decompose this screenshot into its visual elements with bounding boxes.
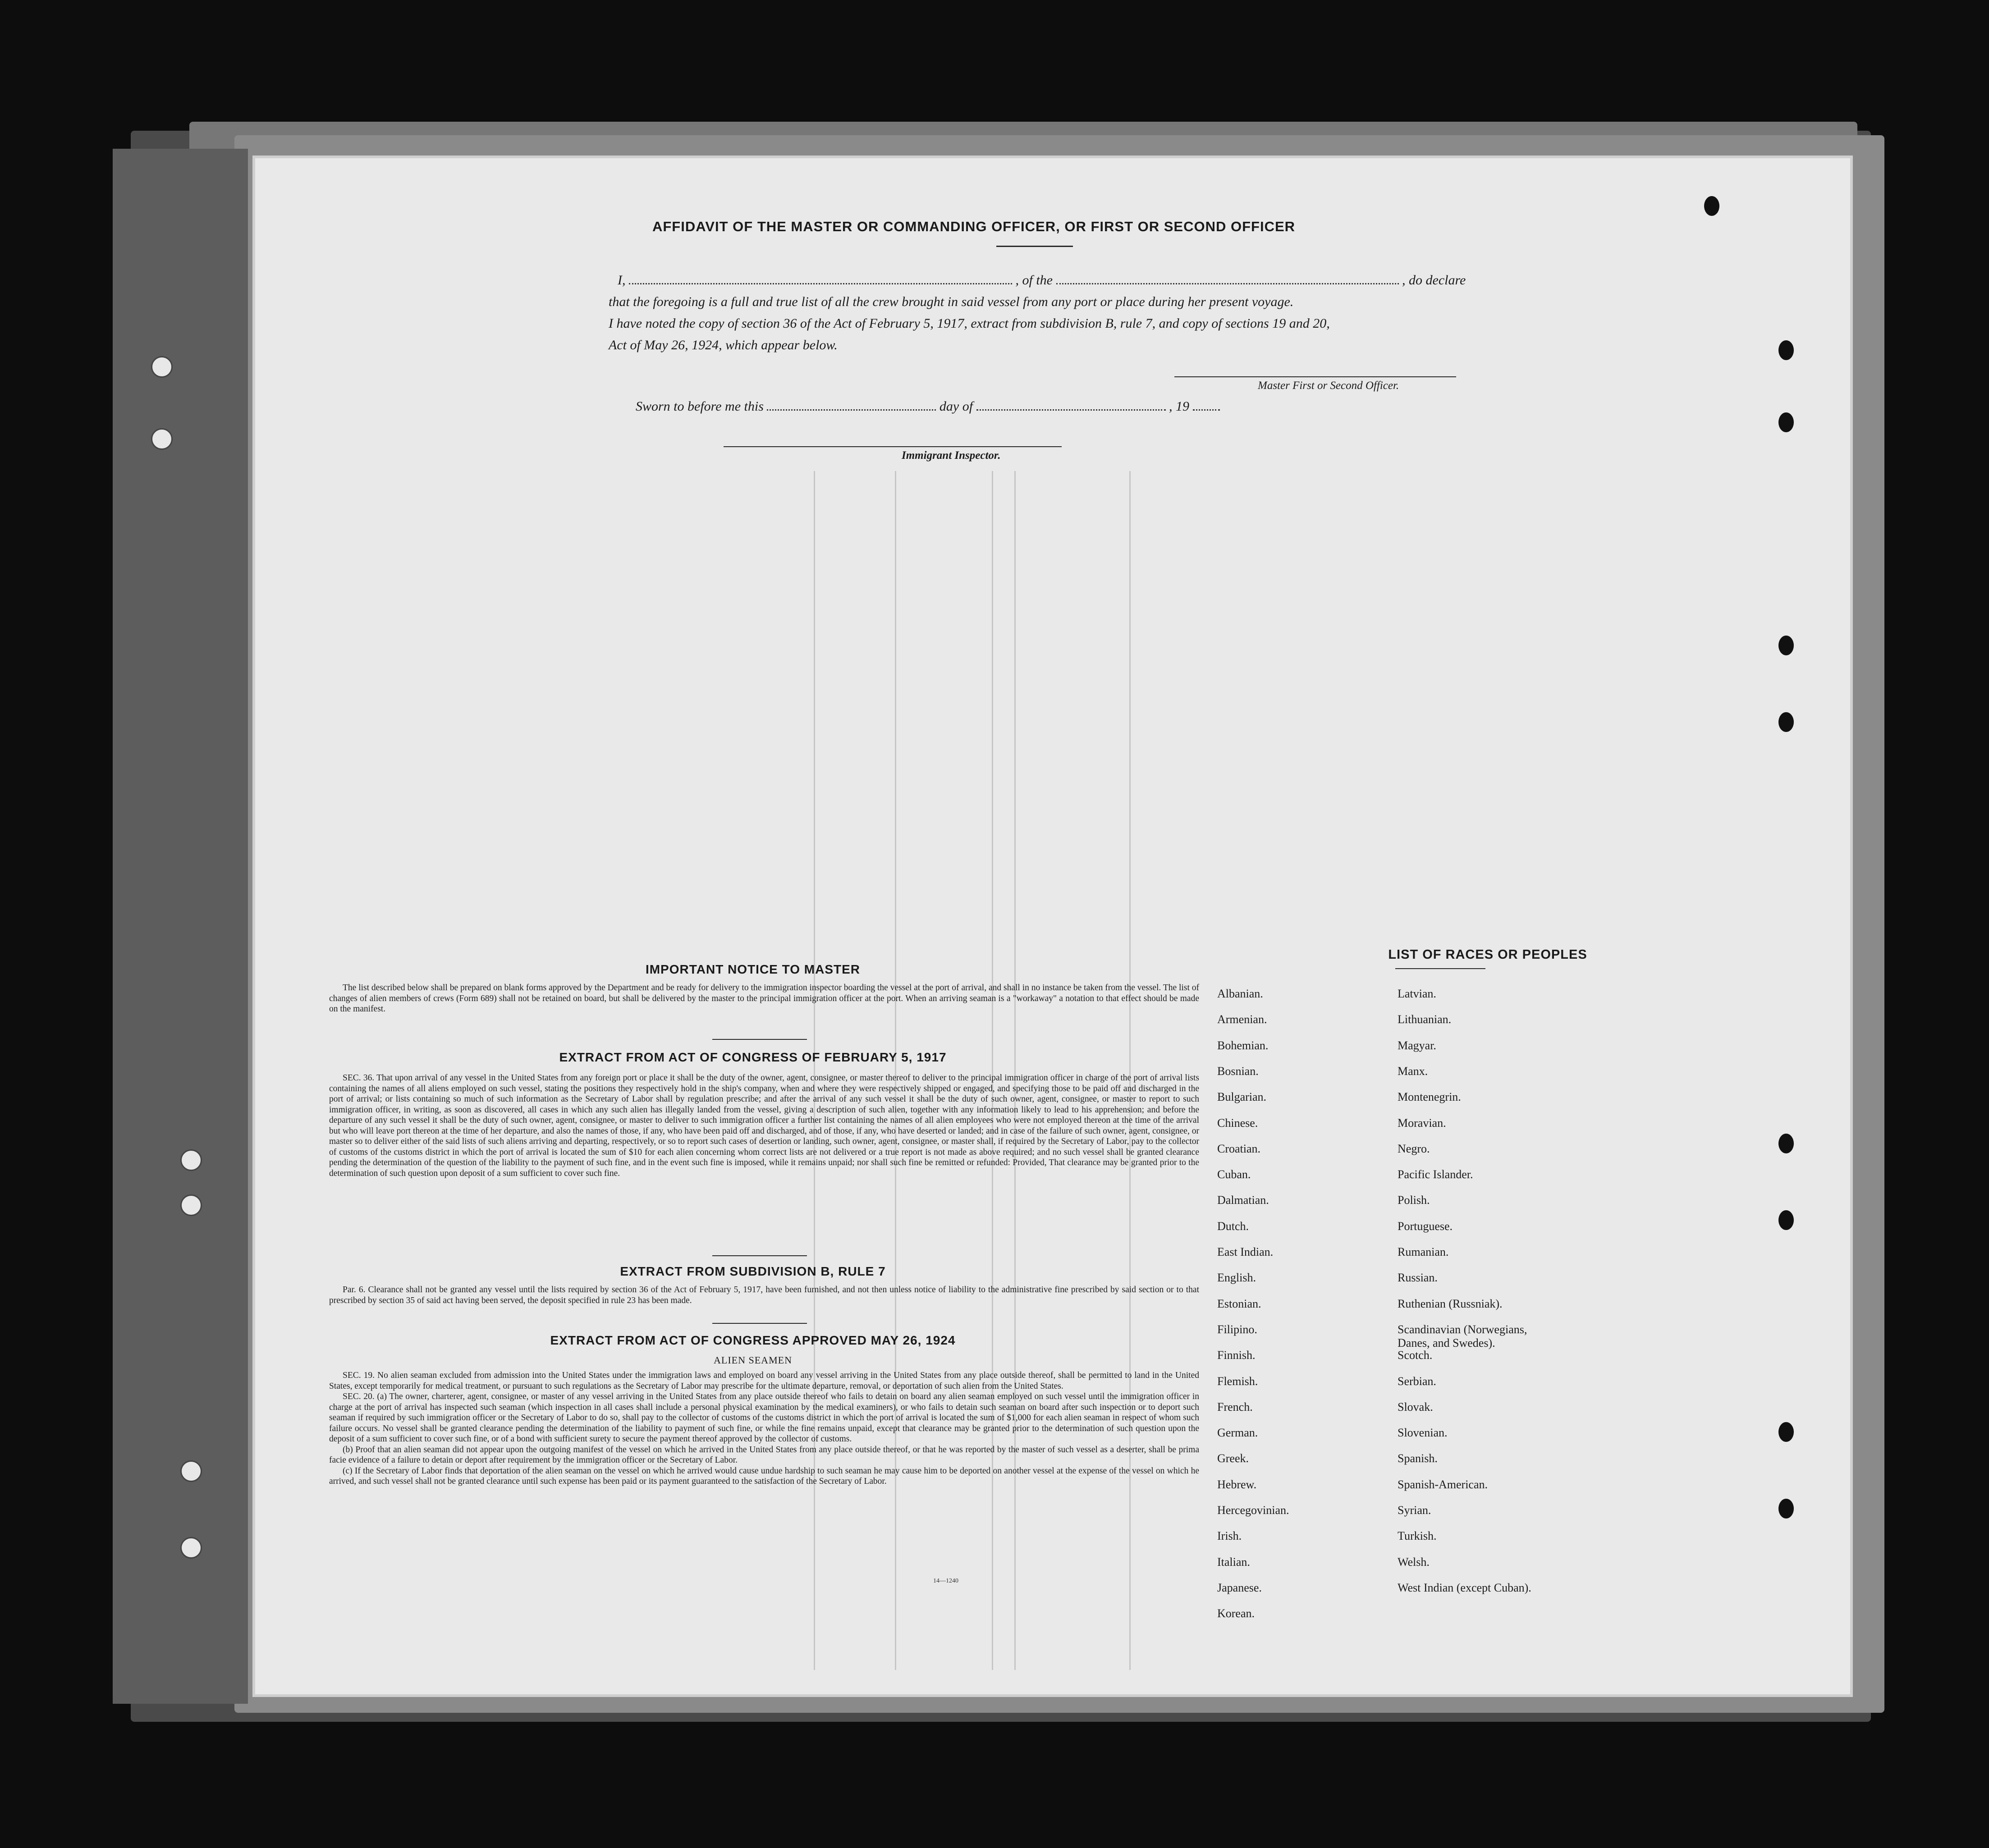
section-rule [712, 1323, 807, 1324]
bleed-column-rule [814, 471, 815, 1670]
race-entry: Scotch. [1398, 1349, 1433, 1362]
race-entry: Greek. [1217, 1452, 1249, 1465]
races-right-column [1398, 987, 1650, 1618]
punch-mark [1704, 196, 1719, 216]
notice-title: IMPORTANT NOTICE TO MASTER [645, 962, 861, 976]
race-entry: Japanese. [1217, 1581, 1262, 1594]
year-text: , 19 [1169, 399, 1190, 414]
race-entry: Spanish-American. [1398, 1477, 1488, 1491]
race-entry: Ruthenian (Russniak). [1398, 1297, 1503, 1310]
race-entry: Italian. [1217, 1555, 1250, 1569]
race-entry: Dalmatian. [1217, 1194, 1269, 1207]
declaration-line-3: I have noted the copy of section 36 of the Act of February 5, 1917, extract from subdivision B, rule 7, and copy of sections 19 and 20, [609, 316, 1330, 331]
master-signature-caption: Master First or Second Officer. [1258, 380, 1399, 392]
race-entry: Lithuanian. [1398, 1013, 1452, 1026]
race-entry: Magyar. [1398, 1038, 1436, 1052]
form-number: 14—1240 [933, 1578, 958, 1584]
race-entry: French. [1217, 1400, 1253, 1413]
race-entry: Welsh. [1398, 1555, 1430, 1569]
extract-1917-text [329, 1073, 1199, 1179]
race-entry: Moravian. [1398, 1116, 1446, 1130]
race-entry: Cuban. [1217, 1168, 1251, 1181]
race-entry: Polish. [1398, 1194, 1430, 1207]
declaration-line-1 [618, 273, 1466, 288]
race-entry: Filipino. [1217, 1322, 1257, 1336]
rule-7-title: EXTRACT FROM SUBDIVISION B, RULE 7 [620, 1264, 886, 1278]
inspector-signature-line [724, 446, 1062, 447]
declare-end: , do declare [1402, 273, 1466, 288]
punch-mark [1778, 636, 1794, 655]
race-entry: Latvian. [1398, 987, 1436, 1000]
race-entry: Russian. [1398, 1271, 1438, 1285]
race-entry: Estonian. [1217, 1297, 1261, 1310]
sec-19-paragraph: SEC. 19. No alien seaman excluded from admission into the United States under the immigration laws and employed on board any vessel arriving in the United States from any place outside thereof, shall be permitted to land in the United States, except temporarily for medical treatment, or pursuant to such regulations as the Secretary of Labor may prescribe for the ultimate departure, removal, or deportation of such alien from the United States. [329, 1371, 1199, 1391]
master-signature-line [1174, 376, 1456, 377]
race-entry: Rumanian. [1398, 1245, 1449, 1258]
bleed-column-rule [1129, 471, 1131, 1670]
punch-mark [1778, 712, 1794, 732]
bleed-column-rule [895, 471, 896, 1670]
race-entry: Slovenian. [1398, 1426, 1448, 1440]
sec-20b-paragraph: (b) Proof that an alien seaman did not appear upon the outgoing manifest of the vessel on which he arrived in the United States from any place outside thereof, or that he was reported by the master of such vessel as a deserter, shall be prima facie evidence of a failure to detain or deport after requirement by the immigration officer or the Secretary of Labor. [329, 1445, 1199, 1465]
bleed-column-rule [1014, 471, 1016, 1670]
day-of-text: day of [939, 399, 973, 414]
par-6-paragraph: Par. 6. Clearance shall not be granted any vessel until the lists required by section 36 of the Act of February 5, 1917, have been furnished, and not then unless notice of liability to the administrative fine prescribed by said section or to that prescribed by section 35 of said act having been served, the deposit specified in rule 23 has been made. [329, 1285, 1199, 1305]
notice-paragraph: The list described below shall be prepared on blank forms approved by the Department and be ready for delivery to the immigration inspector boarding the vessel at the port of arrival, and shall in no instance be taken from the vessel. The list of changes of alien members of crews (Form 689) shall not be retained on board, but shall be delivered by the master to the principal immigration officer at the port. When an arriving seaman is a "workaway" a notation to that effect should be made on the manifest. [329, 983, 1199, 1014]
extract-1917-title: EXTRACT FROM ACT OF CONGRESS OF FEBRUARY 5, 1917 [559, 1050, 947, 1064]
binder-hole [151, 428, 173, 450]
races-title: LIST OF RACES OR PEOPLES [1388, 947, 1587, 962]
race-entry: Finnish. [1217, 1349, 1256, 1362]
sec-20a-paragraph: SEC. 20. (a) The owner, charterer, agent, consignee, or master of any vessel arriving in the United States from any place outside thereof who fails to detain on board any alien seaman employed on such vessel until the immigration officer in charge at the port of arrival has inspected such seaman (which inspection in all cases shall include a personal physical examination by the medical examiners), or who fails to detain such seaman on board after such inspection or to deport such seaman if required by such immigration officer or the Secretary of Labor to do so, shall pay to the collector of customs of the customs district in which the port of arrival is located the sum of $1,000 for each alien seaman in respect of whom such failure occurs. No vessel shall be granted clearance pending the determination of the liability to payment of such fine, or while the fine remains unpaid, except that clearance may be granted prior to the determination of such question upon the deposit of a sum sufficient to cover such fine, or of a bond with sufficient surety to secure the payment thereof approved by the collector of customs. [329, 1392, 1199, 1444]
race-entry: Pacific Islander. [1398, 1168, 1473, 1181]
race-entry: Armenian. [1217, 1013, 1267, 1026]
race-entry: Flemish. [1217, 1374, 1258, 1388]
binder-hole [180, 1537, 202, 1559]
sec-20c-paragraph: (c) If the Secretary of Labor finds that deportation of the alien seaman on the vessel on which he arrived would cause undue hardship to such seaman he may cause him to be deported on another vessel at the expense of the vessel on which he arrived, and such vessel shall not be granted clearance until such expense has been paid or its payment guaranteed to the satisfaction of the Secretary of Labor. [329, 1466, 1199, 1486]
race-entry: Chinese. [1217, 1116, 1258, 1130]
punch-mark [1778, 1422, 1794, 1442]
declaration-line-2: that the foregoing is a full and true list of all the crew brought in said vessel from any port or place during her present voyage. [609, 294, 1294, 309]
sworn-month-blank [976, 409, 1166, 411]
vessel-blank [1056, 283, 1399, 284]
punch-mark [1778, 1499, 1794, 1519]
race-entry: Spanish. [1398, 1452, 1438, 1465]
punch-mark [1778, 412, 1794, 432]
binder-hole [180, 1149, 202, 1171]
declare-of-the: , of the [1015, 273, 1053, 288]
race-entry: Manx. [1398, 1064, 1428, 1078]
section-36-paragraph: SEC. 36. That upon arrival of any vessel in the United States from any foreign port or place it shall be the duty of the owner, agent, consignee, or master thereof to deliver to the principal immigration officer in charge of the port of arrival lists containing the names of all aliens employed on such vessel, stating the positions they respectively hold in the ship's company, when and where they were respectively shipped or engaged, and specifying those to be paid off and discharged in the port of arrival; or lists containing so much of such information as the Secretary of Labor shall by regulation prescribe; and after the arrival of any such vessel it shall be the duty of such owner, agent, consignee, or master to report to such immigration officer, in writing, as soon as discovered, all cases in which any such alien has illegally landed from the vessel, giving a description of such alien, together with any information likely to lead to his apprehension; and before the departure of any such vessel it shall be the duty of such owner, agent, consignee, or master to deliver to such immigration officer a further list containing the names of all alien employees who were not employed thereon at the time of the arrival but who will leave port thereon at the time of her departure, and also the names of those, if any, who have been paid off and discharged, and of those, if any, who have deserted or landed; and in case of the failure of such owner, agent, consignee, or master so to deliver either of the said lists of such aliens arriving and departing, respectively, or so to report such cases of desertion or landing, such owner, agent, consignee, or master shall, if required by the Secretary of Labor, pay to the collector of customs of the customs district in which the port of arrival is located the sum of $10 for each alien concerning whom correct lists are not delivered or a true report is not made as above required; and no such vessel shall be granted clearance pending the determination of the question of the liability to the payment of such fine, and in the event such fine is imposed, while it remains unpaid; nor shall such fine be remitted or refunded: Provided, That clearance may be granted prior to the determination of such question upon deposit of a sum sufficient to cover such fine. [329, 1073, 1199, 1178]
rule-7-text [329, 1285, 1199, 1306]
race-entry: English. [1217, 1271, 1256, 1285]
inspector-caption: Immigrant Inspector. [902, 449, 1001, 462]
race-entry: Montenegrin. [1398, 1090, 1461, 1104]
title-rule [996, 246, 1073, 247]
alien-seamen-subtitle: ALIEN SEAMEN [714, 1354, 792, 1366]
race-entry: Bulgarian. [1217, 1090, 1267, 1104]
race-entry: Portuguese. [1398, 1219, 1453, 1233]
race-entry: Korean. [1217, 1607, 1255, 1620]
sworn-line [636, 399, 1220, 414]
binder-hole [151, 356, 173, 378]
race-entry: Dutch. [1217, 1219, 1249, 1233]
extract-1924-title: EXTRACT FROM ACT OF CONGRESS APPROVED MAY 26, 1924 [550, 1333, 956, 1347]
race-entry: Scandinavian (Norwegians, [1398, 1322, 1527, 1336]
race-entry: Syrian. [1398, 1504, 1431, 1517]
name-blank [629, 283, 1012, 284]
race-entry: German. [1217, 1426, 1258, 1440]
punch-mark [1778, 1210, 1794, 1230]
race-entry: Turkish. [1398, 1529, 1437, 1543]
race-entry: Irish. [1217, 1529, 1242, 1543]
race-entry: Hercegovinian. [1217, 1504, 1289, 1517]
race-entry: Negro. [1398, 1142, 1430, 1155]
sworn-text: Sworn to before me this [636, 399, 764, 414]
race-entry: Danes, and Swedes). [1398, 1336, 1495, 1349]
races-left-column [1217, 987, 1398, 1618]
punch-mark [1778, 340, 1794, 360]
race-entry: East Indian. [1217, 1245, 1274, 1258]
declaration-line-4: Act of May 26, 1924, which appear below. [609, 338, 838, 352]
bleed-column-rule [992, 471, 993, 1670]
extract-1924-text [329, 1370, 1199, 1487]
section-rule [712, 1039, 807, 1040]
sworn-year-blank [1193, 409, 1220, 411]
race-entry: Albanian. [1217, 987, 1263, 1000]
race-entry: Bosnian. [1217, 1064, 1259, 1078]
punch-mark [1778, 1134, 1794, 1153]
race-entry: Serbian. [1398, 1374, 1436, 1388]
section-rule [712, 1255, 807, 1256]
races-rule [1395, 968, 1485, 969]
binder-hole [180, 1460, 202, 1482]
notice-text [329, 983, 1199, 1015]
manifest-page [252, 156, 1853, 1697]
affidavit-title: AFFIDAVIT OF THE MASTER OR COMMANDING OFFICER, OR FIRST OR SECOND OFFICER [652, 219, 1296, 234]
race-entry: Bohemian. [1217, 1038, 1269, 1052]
binder-hole [180, 1194, 202, 1216]
declare-i: I, [618, 273, 626, 288]
race-entry: Hebrew. [1217, 1477, 1257, 1491]
race-entry: Slovak. [1398, 1400, 1433, 1413]
sworn-day-blank [767, 409, 936, 411]
race-entry: Croatian. [1217, 1142, 1261, 1155]
race-entry: West Indian (except Cuban). [1398, 1581, 1531, 1594]
